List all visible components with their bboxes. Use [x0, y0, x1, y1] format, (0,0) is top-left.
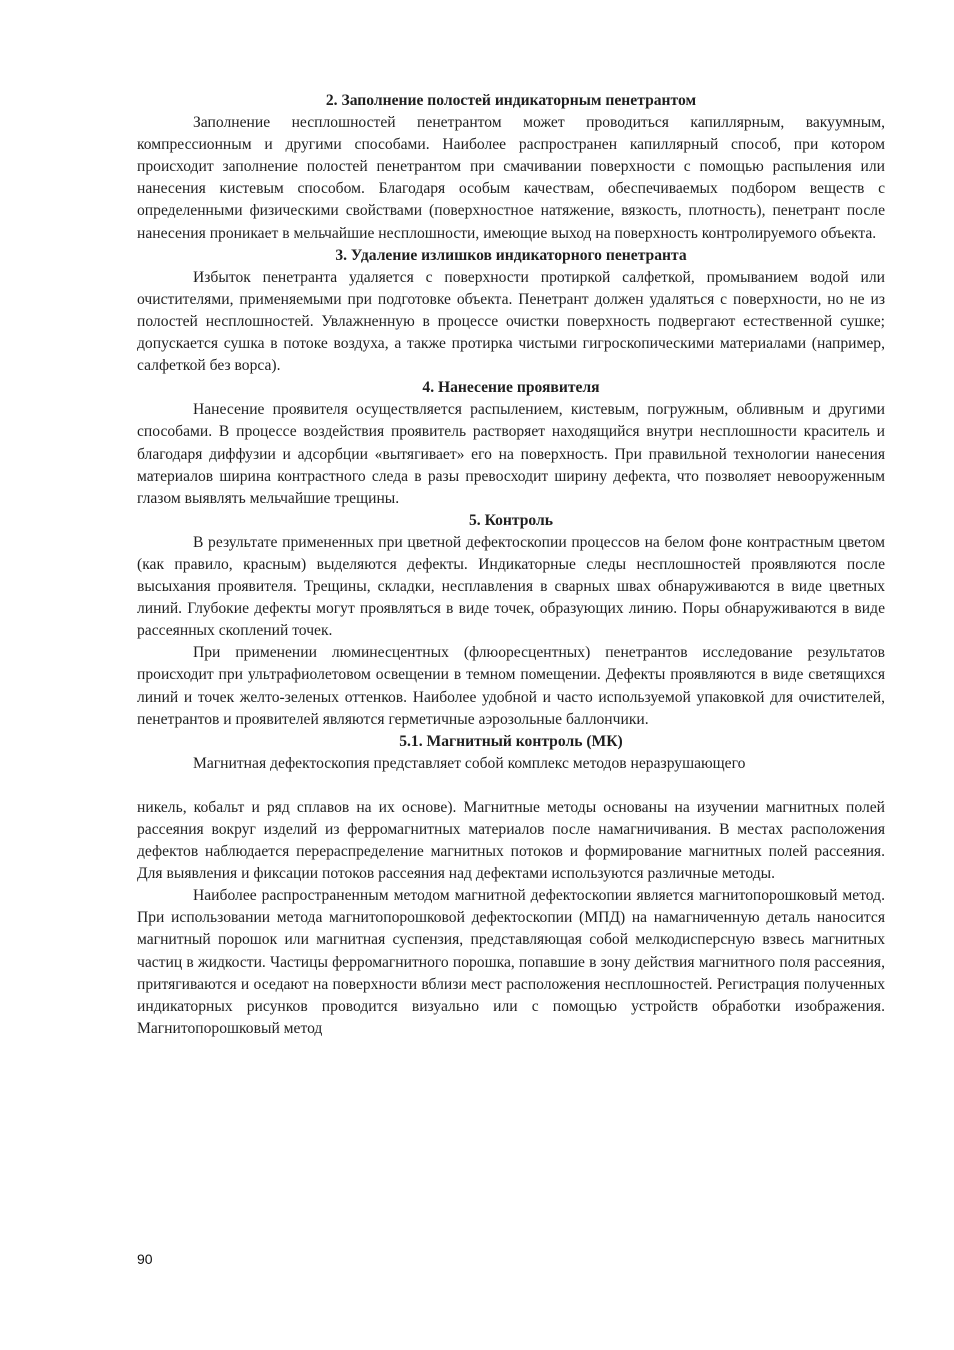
- paragraph-magnetic-powder: Наиболее распространенным методом магнитной дефектоскопии является магнитопорошковый метод. При использовании метода магнитопорошковой дефектоскопии (МПД) на намагниченную деталь наносится магнитный порошок или магнитная суспензия, представляющая собой мелкодисперсную взвесь магнитных частиц в жидкости. Частицы ферромагнитного порошка, попавшие в зону действия магнитного поля рассеяния, притягиваются и оседают на поверхности вблизи мест расположения несплошностей. Регистрация полученных индикаторных рисунков проводится визуально или с помощью устройств обработки изображения. Магнитопорошковый метод: [137, 887, 885, 1037]
- paragraph-magnetic-methods: никель, кобальт и ряд сплавов на их основе). Магнитные методы основаны на изучении магнитных полей рассеяния вокруг изделий из ферромагнитных материалов после намагничивания. В местах расположения дефектов наблюдается перераспределение магнитных потоков и формирование магнитных полей рассеяния. Для выявления и фиксации потоков рассеяния над дефектами используются различные методы.: [137, 798, 885, 883]
- paragraph-control-color: В результате примененных при цветной дефектоскопии процессов на белом фоне контрастным цветом (как правило, красным) выделяются дефекты. Индикаторные следы несплошностей проявляются после высыхания проявителя. Трещины, складки, несплавления в сварных швах обнаруживаются в виде цветных линий. Глубокие дефекты могут проявляться в виде точек, образующих линию. Поры обнаруживаются в виде рассеянных скоплений точек.: [137, 533, 885, 640]
- page-number: 90: [137, 1251, 153, 1267]
- paragraph-penetrant-filling: Заполнение несплошностей пенетрантом может проводиться капиллярным, вакуумным, компрессионным и другими способами. Наиболее распространен капиллярный способ, при котором происходит заполнение полостей пенетрантом при смачивании поверхности с помощью распыления или нанесения кистевым способом. Благодаря особым качествам, обеспечиваемых подбором веществ с определенными физическими свойствами (поверхностное натяжение, вязкость, плотность), пенетрант после нанесения проникает в мельчайшие несплошности, имеющие выход на поверхность контролируемого объекта.: [137, 114, 885, 242]
- text-gap: [137, 775, 885, 797]
- page-body: [137, 90, 885, 1040]
- section-heading-excess-removal: 3. Удаление излишков индикаторного пенетранта: [335, 246, 687, 264]
- paragraph-control-fluorescent: При применении люминесцентных (флюоресцентных) пенетрантов исследование результатов происходит при ультрафиолетовом освещении в темном помещении. Дефекты проявляются в виде светящихся линий и точек желто-зеленых оттенков. Наиболее удобной и часто используемой упаковкой для очистителей, пенетрантов и проявителей являются герметичные аэрозольные баллончики.: [137, 644, 885, 728]
- section-heading-developer: 4. Нанесение проявителя: [422, 379, 600, 397]
- section-heading-control: 5. Контроль: [468, 511, 553, 529]
- paragraph-excess-removal: Избыток пенетранта удаляется с поверхности протиркой салфеткой, промыванием водой или очистителями, применяемыми при подготовке объекта. Пенетрант должен удаляться с поверхности, но не из полостей несплошностей. Увлажненную в процессе очистки поверхность подвергают естественной сушке; допускается сушка в потоке воздуха, а также протирка чистыми гигроскопическими материалами (например, салфеткой без ворса).: [137, 268, 885, 375]
- paragraph-developer: Нанесение проявителя осуществляется распылением, кистевым, погружным, обливным и другими способами. В процессе воздействия проявитель растворяет находящийся внутри несплошности краситель и благодаря диффузии и адсорбции «вытягивает» его на поверхность. При правильной технологии нанесения материалов ширина контрастного следа в разы превосходит ширину дефекта, что позволяет невооруженным глазом выявлять мельчайшие трещины.: [137, 401, 885, 507]
- section-heading-magnetic: 5.1. Магнитный контроль (МК): [399, 732, 623, 750]
- section-heading-penetrant-filling: 2. Заполнение полостей индикаторным пенетрантом: [325, 92, 697, 109]
- paragraph-magnetic-intro: Магнитная дефектоскопия представляет собой комплекс методов неразрушающего: [193, 754, 746, 772]
